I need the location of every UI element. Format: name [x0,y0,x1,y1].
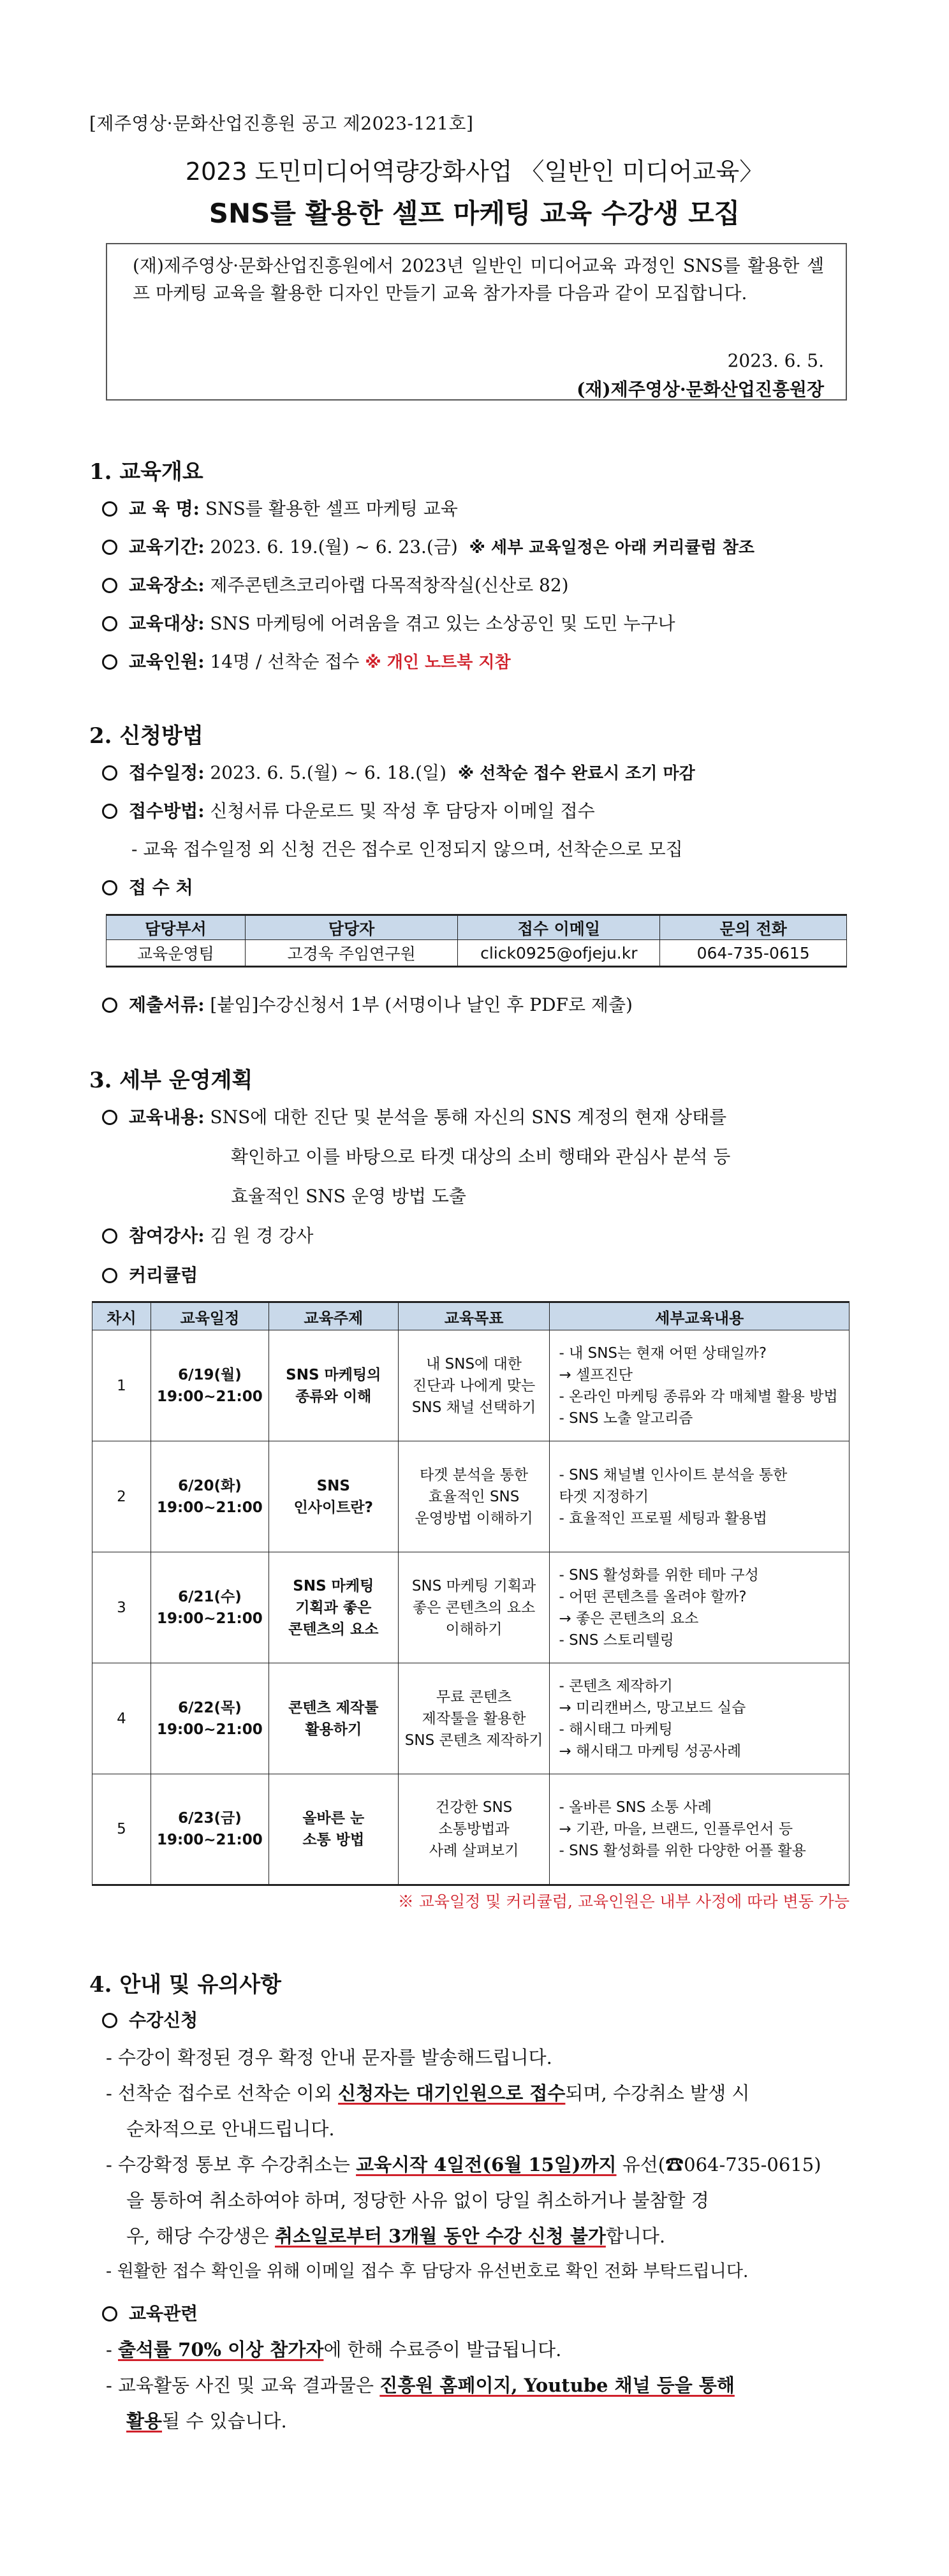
notice-edu-block [106,2332,852,2439]
session-detail: - 콘텐츠 제작하기 → 미리캔버스, 망고보드 실습 - 해시태그 마케팅 → 해시태그 마케팅 성공사례 [550,1663,850,1774]
table-header: 교육일정 [151,1302,269,1330]
overview-item-capacity: 교육인원: 14명 / 선착순 접수 ※ 개인 노트북 지참 [102,648,511,673]
plan-content-line3: 효율적인 SNS 운영 방법 도출 [231,1186,466,1207]
circle-bullet-icon [102,1228,117,1244]
session-detail: - 내 SNS는 현재 어떤 상태일까? → 셀프진단 - 온라인 마케팅 종류와 각 매체별 활용 방법 - SNS 노출 알고리즘 [550,1330,850,1441]
session-no: 3 [92,1552,151,1663]
section-heading-apply: 2. 신청방법 [89,723,203,749]
session-goal: 내 SNS에 대한 진단과 나에게 맞는 SNS 채널 선택하기 [398,1330,550,1441]
circle-bullet-icon [102,2306,117,2322]
apply-method-note: - 교육 접수일정 외 신청 건은 접수로 인정되지 않으며, 선착순으로 모집 [131,839,683,860]
circle-bullet-icon [102,578,117,593]
notice-edu-2-cont: 활용될 수 있습니다. [126,2410,287,2432]
session-goal: 건강한 SNS 소통방법과 사례 살펴보기 [398,1774,550,1885]
session-topic: 올바른 눈 소통 방법 [269,1774,398,1885]
notice-apply-2: - 선착순 접수로 선착순 이외 신청자는 대기인원으로 접수되며, 수강취소 발생 시 [106,2082,750,2104]
session-date: 6/22(목) 19:00~21:00 [151,1663,269,1774]
circle-bullet-icon [102,804,117,819]
table-header-row [107,915,847,940]
section-heading-notice: 4. 안내 및 유의사항 [89,1972,281,1998]
session-date: 6/19(월) 19:00~21:00 [151,1330,269,1441]
session-no: 1 [92,1330,151,1441]
table-cell-person: 고경욱 주임연구원 [245,940,458,967]
notice-number: [제주영상·문화산업진흥원 공고 제2023-121호] [89,113,474,134]
page-title: 2023 도민미디어역량강화사업 〈일반인 미디어교육〉 [185,158,764,186]
circle-bullet-icon [102,765,117,781]
notice-edu-2: - 교육활동 사진 및 교육 결과물은 진흥원 홈페이지, Youtube 채널 등을 통해 [106,2374,735,2396]
table-row [92,1441,850,1552]
table-cell-email[interactable]: click0925@ofjeju.kr [458,940,660,967]
circle-bullet-icon [102,616,117,631]
table-cell-dept: 교육운영팀 [107,940,246,967]
notice-apply-3-cont2: 우, 해당 수강생은 취소일로부터 3개월 동안 수강 신청 불가합니다. [126,2225,666,2247]
circle-bullet-icon [102,1268,117,1283]
notice-apply-4: - 원활한 접수 확인을 위해 이메일 접수 후 담당자 유선번호로 확인 전화 부탁드립니다. [106,2262,749,2281]
session-date: 6/23(금) 19:00~21:00 [151,1774,269,1885]
session-goal: SNS 마케팅 기획과 좋은 콘텐츠의 요소 이해하기 [398,1552,550,1663]
apply-documents: 제출서류: [붙임]수강신청서 1부 (서명이나 날인 후 PDF로 제출) [102,991,633,1017]
plan-instructor: 참여강사: 김 원 경 강사 [102,1222,313,1248]
circle-bullet-icon [102,880,117,895]
session-goal: 무료 콘텐츠 제작툴을 활용한 SNS 콘텐츠 제작하기 [398,1663,550,1774]
session-date: 6/20(화) 19:00~21:00 [151,1441,269,1552]
session-detail: - SNS 활성화를 위한 테마 구성 - 어떤 콘텐츠를 올려야 할까? → 좋은 콘텐츠의 요소 - SNS 스토리텔링 [550,1552,850,1663]
circle-bullet-icon [102,654,117,670]
session-detail: - SNS 채널별 인사이트 분석을 통한 타겟 지정하기 - 효율적인 프로필 세팅과 활용법 [550,1441,850,1552]
table-cell-phone: 064-735-0615 [660,940,847,967]
table-row [92,1330,850,1441]
session-topic: SNS 마케팅의 종류와 이해 [269,1330,398,1441]
overview-item-target: 교육대상: SNS 마케팅에 어려움을 겪고 있는 소상공인 및 도민 누구나 [102,610,675,635]
overview-item-place: 교육장소: 제주콘텐츠코리아랩 다목적창작실(신산로 82) [102,571,569,597]
notice-apply-3-cont: 을 통하여 취소하여야 하며, 정당한 사유 없이 당일 취소하거나 불참할 경 [126,2190,709,2211]
notice-apply-3: - 수강확정 통보 후 수강취소는 교육시작 4일전(6월 15일)까지 유선(☎064-735-0615) [106,2154,821,2175]
table-header: 담당자 [245,915,458,940]
overview-item-period: 교육기간: 2023. 6. 19.(월) ~ 6. 23.(금) ※ 세부 교육일정은 아래 커리큘럼 참조 [102,533,754,559]
table-header: 교육주제 [269,1302,398,1330]
table-header: 담당부서 [107,915,246,940]
session-no: 5 [92,1774,151,1885]
notice-edu-label: 교육관련 [102,2300,198,2325]
apply-period: 접수일정: 2023. 6. 5.(월) ~ 6. 18.(일) ※ 선착순 접수 완료시 조기 마감 [102,759,695,784]
contact-label-row: 접 수 처 [102,874,193,899]
overview-item-name: 교 육 명: SNS를 활용한 셀프 마케팅 교육 [102,495,458,520]
circle-bullet-icon [102,540,117,555]
session-topic: 콘텐츠 제작툴 활용하기 [269,1663,398,1774]
table-header: 교육목표 [398,1302,550,1330]
session-topic: SNS 마케팅 기획과 좋은 콘텐츠의 요소 [269,1552,398,1663]
notice-apply-2-cont: 순차적으로 안내드립니다. [126,2118,335,2140]
table-row [107,940,847,967]
curriculum-footnote: ※ 교육일정 및 커리큘럼, 교육인원은 내부 사정에 따라 변동 가능 [397,1892,850,1911]
intro-date: 2023. 6. 5. [727,350,824,371]
section-heading-overview: 1. 교육개요 [89,459,203,485]
table-header: 세부교육내용 [550,1302,850,1330]
table-header: 차시 [92,1302,151,1330]
notice-edu-1: - 출석률 70% 이상 참가자에 한해 수료증이 발급됩니다. [106,2339,562,2360]
table-header: 문의 전화 [660,915,847,940]
table-row [92,1552,850,1663]
table-row [92,1774,850,1885]
session-date: 6/21(수) 19:00~21:00 [151,1552,269,1663]
intro-org: (재)제주영상·문화산업진흥원장 [577,379,824,400]
session-no: 2 [92,1441,151,1552]
apply-method: 접수방법: 신청서류 다운로드 및 작성 후 담당자 이메일 접수 [102,797,595,823]
session-detail: - 올바른 SNS 소통 사례 → 기관, 마을, 브랜드, 인플루언서 등 - SNS 활성화를 위한 다양한 어플 활용 [550,1774,850,1885]
circle-bullet-icon [102,501,117,517]
table-row [92,1663,850,1774]
circle-bullet-icon [102,1110,117,1125]
curriculum-table [92,1301,850,1886]
plan-content-line2: 확인하고 이를 바탕으로 타겟 대상의 소비 행태와 관심사 분석 등 [231,1146,731,1167]
circle-bullet-icon [102,2013,117,2028]
intro-box [106,243,847,401]
table-header-row [92,1302,850,1330]
plan-curriculum-label: 커리큘럼 [102,1262,198,1287]
page-subtitle: SNS를 활용한 셀프 마케팅 교육 수강생 모집 [209,198,740,229]
session-goal: 타겟 분석을 통한 효율적인 SNS 운영방법 이해하기 [398,1441,550,1552]
plan-content: 교육내용: SNS에 대한 진단 및 분석을 통해 자신의 SNS 계정의 현재 상태를 [102,1103,726,1129]
table-header: 접수 이메일 [458,915,660,940]
notice-apply-1: - 수강이 확정된 경우 확정 안내 문자를 발송해드립니다. [106,2047,552,2068]
section-heading-plan: 3. 세부 운영계획 [89,1068,253,1093]
session-no: 4 [92,1663,151,1774]
session-topic: SNS 인사이트란? [269,1441,398,1552]
contact-table [106,914,847,968]
circle-bullet-icon [102,997,117,1013]
notice-apply-label: 수강신청 [102,2006,198,2032]
notice-apply-block [106,2040,852,2290]
intro-text: (재)제주영상·문화산업진흥원에서 2023년 일반인 미디어교육 과정인 SNS를 활용한 셀프 마케팅 교육을 활용한 디자인 만들기 교육 참가자를 다음과 같이 모집합니다. [133,255,824,304]
